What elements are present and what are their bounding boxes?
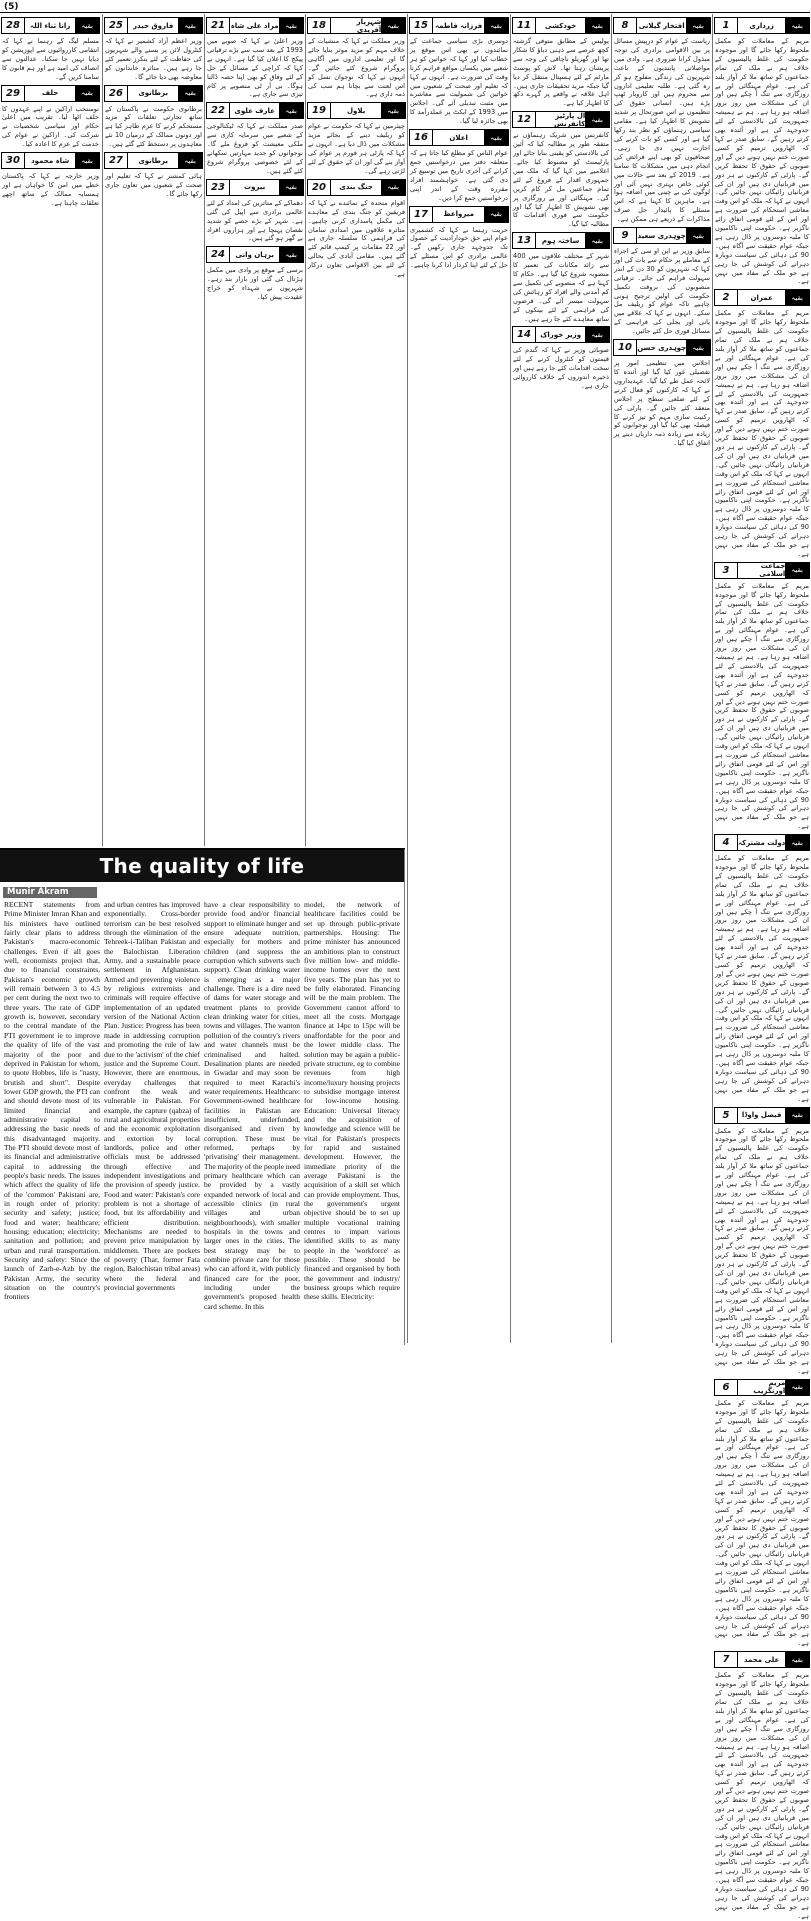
section-header bbox=[512, 326, 610, 343]
section-header bbox=[307, 102, 406, 119]
section-name: بلاول bbox=[346, 106, 366, 115]
baqiya-tag: بقیہ bbox=[381, 103, 405, 118]
section-header bbox=[206, 17, 304, 34]
baqiya-tag: بقیہ bbox=[585, 18, 609, 33]
section-header bbox=[512, 232, 610, 249]
section-number: 9 bbox=[614, 228, 637, 243]
section-text: صوبائی وزیر نے کہا کہ گندم کی قیمتوں کو کنٹرول کرنے کے لئے سخت اقدامات کئے جا رہے ہیں اور ذخیرہ اندوزوں کے خلاف کارروائی جاری ہے۔ bbox=[513, 346, 609, 391]
article-col-1: RECENT statements from Prime Minister Imran Khan and his ministers have outlined fairly clear plans to address Pakistan's macro-economic challenges. Even if all goes well, economists project that, due to financial constraints, Pakistan's economic growth will remain between 3 to 4.5 per cent during the next two to three years. The rate of GDP growth is, however, secondary to the central mandate of the PTI government ie to improve the quality of life of the vast majority of the poor and deprived in Pakistan for whom, to quote Hobbes, life is "nasty, brutish and short". Despite lower GDP growth, the PTI can and should devote most of its limited financial and administrative capital to addressing the basic needs of this disadvantaged majority. The PTI should devote most of its financial and administrative capital to addressing the people's basic needs. The issues which affect the quality of life of the 'common' Pakistani are, in rough order of priority: security and safety; justice; food and water; healthcare; housing; education; electricity; sanitation and pollution; and urban and rural transportation. Security and safety: Since the launch of Zarb-e-Azb by the Pakistan Army, the security situation on the country's frontiers bbox=[4, 900, 100, 1302]
column-6 bbox=[204, 14, 305, 846]
section-number: 7 bbox=[715, 1652, 738, 1667]
column-8 bbox=[0, 14, 101, 846]
baqiya-tag: بقیہ bbox=[178, 86, 202, 101]
section-text: وزیر خارجہ نے کہا کہ پاکستان خطے میں امن کا خواہاں ہے اور ہمسایہ ممالک کے ساتھ اچھے تعلقات چاہتا ہے۔ bbox=[2, 172, 99, 207]
section-text: دوسری بڑی سیاسی جماعت کے نمائندوں نے بھی اس موقع پر خطاب کیا اور کہا کہ خواتین کو ہر شعبے میں یکساں مواقع فراہم کرنا وقت کی ضرورت ہے۔ انہوں نے کہا کہ تعلیم اور صحت کے شعبوں میں خواتین کی شمولیت سے معاشرے میں مثبت تبدیلی آئے گی۔ اجلاس میں 1993 کے ایکٹ پر عملدرآمد کا بھی جائزہ لیا گیا۔ bbox=[410, 37, 508, 126]
section-text: مسلم لیگ کے رہنما نے کہا کہ انتقامی کارروائیوں سے اپوزیشن کو دبایا نہیں جا سکتا۔ عدالتوں سے انصاف کی امید ہے اور ہم قانون کا سامنا کریں گے۔ bbox=[2, 37, 99, 81]
section-text: نومنتخب اراکین نے اپنے عہدوں کا حلف اٹھا لیا۔ تقریب میں اعلیٰ حکام اور سیاسی شخصیات نے شرکت کی۔ اراکین نے عوام کی خدمت کے عزم کا اعادہ کیا۔ bbox=[2, 104, 99, 149]
section-name: میرواعظ bbox=[443, 210, 474, 218]
article-title: The quality of life bbox=[0, 850, 404, 882]
section-name: بیروت bbox=[244, 183, 266, 192]
side-section-header bbox=[714, 834, 810, 851]
section-name: علی محمد bbox=[744, 1655, 780, 1664]
section-name: فرزانہ فاطمہ bbox=[435, 21, 483, 30]
section-text: مریم کے معاملات کو مکمل ملحوظ رکھا جائے گا اور موجودہ حکومت کی غلط پالیسیوں کے خلاف ہم نے ملک کی تمام جماعتوں کو ساتھ ملا کر آواز بلند کی ہے۔ عوام مہنگائی اور بے روزگاری سے تنگ آ چکے ہیں اور ان کی مشکلات میں روز بروز اضافہ ہو رہا ہے۔ ہم نے ہمیشہ جمہوریت کی بالادستی کے لئے جدوجہد کی ہے اور آئندہ بھی کرتے رہیں گے۔ سابق صدر نے کہا کہ اٹھارویں ترمیم کو کسی صورت ختم نہیں ہونے دیں گے اور صوبوں کے حقوق کا تحفظ کریں گے۔ پارٹی کے کارکنوں نے ہر دور میں قربانیاں دی ہیں اور ان کی قربانیاں رائیگاں نہیں جائیں گی۔ انہوں نے کہا کہ ملک کو اس وقت معاشی استحکام کی ضرورت ہے اور اس کے لئے قومی اتفاق رائے ناگزیر ہے۔ حکومت اپنی ناکامیوں کا ملبہ دوسروں پر ڈال رہی ہے جبکہ عوام حقیقت سے آگاہ ہیں۔ 90 کی دہائی کی سیاست دوبارہ دہرانے کی کوشش کی جا رہی ہے جو ملک کے مفاد میں نہیں ہے۔ bbox=[715, 854, 809, 1103]
section-name: شاہ محمود bbox=[31, 156, 70, 165]
baqiya-tag: بقیہ bbox=[381, 18, 405, 33]
baqiya-tag: بقیہ bbox=[279, 18, 303, 33]
section-name: آل پارٹیز کانفرنس bbox=[554, 111, 586, 128]
section-name: مریم اورنگزیب bbox=[753, 1379, 786, 1396]
baqiya-tag: بقیہ bbox=[785, 1652, 809, 1667]
baqiya-tag: بقیہ bbox=[686, 228, 710, 243]
baqiya-tag: بقیہ bbox=[75, 86, 99, 101]
section-name: زرداری bbox=[749, 21, 774, 30]
section-name: چوہدری سعید bbox=[637, 231, 686, 240]
section-number: 22 bbox=[207, 103, 230, 118]
section-number: 20 bbox=[308, 180, 331, 195]
section-header bbox=[714, 17, 810, 34]
section-name: مراد علی شاہ bbox=[230, 21, 279, 30]
article-col-2: and urban centres has improved exponentially. Cross-border terrorism can be best resolved through the elimination of the Tehreek-i-Taliban Pakistan and the Balochistan Liberation Army, and a sustainable peace settlement in Afghanistan. Armed and preventing violence by religious extremists and criminals will require effective implementation of an updated version of the National Action Plan. Justice: Progress has been made in addressing corruption and promoting the rule of law due to the 'activism' of the chief justice and the Supreme Court. However, there are enormous, everyday challenges that confront the weak and vulnerable in Pakistan. For example, the capture (qabza) of rural and agricultural properties and the economic exploitation and extortion by local landlords, police and other officials must be addressed through effective and independent investigations and the provision of speedy justice. Food and water: Pakistan's core problem is not a shortage of food, but its affordability and efficient distribution. Mechanisms are needed to prevent price manipulation by middlemen. There are pockets of poverty (Thar, former Fata region, Balochistan tribal areas) where the federal and provincial governments bbox=[104, 900, 200, 1293]
section-number: 1 bbox=[715, 18, 738, 33]
baqiya-tag: بقیہ bbox=[381, 180, 405, 195]
section-number: 29 bbox=[2, 86, 25, 101]
page-number: (5) bbox=[4, 2, 19, 12]
section-number: 11 bbox=[513, 18, 536, 33]
section-number: 5 bbox=[715, 1108, 738, 1123]
baqiya-tag: بقیہ bbox=[484, 130, 508, 145]
section-text: عوام الناس کو مطلع کیا جاتا ہے کہ متعلقہ دفتر میں درخواستیں جمع کرانے کی آخری تاریخ میں توسیع کر دی گئی ہے۔ خواہشمند افراد مقررہ وقت کے اندر اپنی درخواستیں جمع کرا دیں۔ bbox=[410, 149, 508, 202]
section-text: مریم کے معاملات کو مکمل ملحوظ رکھا جائے گا اور موجودہ حکومت کی غلط پالیسیوں کے خلاف ہم نے ملک کی تمام جماعتوں کو ساتھ ملا کر آواز بلند کی ہے۔ عوام مہنگائی اور بے روزگاری سے تنگ آ چکے ہیں اور ان کی مشکلات میں روز بروز اضافہ ہو رہا ہے۔ ہم نے ہمیشہ جمہوریت کی بالادستی کے لئے جدوجہد کی ہے اور آئندہ بھی کرتے رہیں گے۔ سابق صدر نے کہا کہ اٹھارویں ترمیم کو کسی صورت ختم نہیں ہونے دیں گے اور صوبوں کے حقوق کا تحفظ کریں گے۔ پارٹی کے کارکنوں نے ہر دور میں قربانیاں دی ہیں اور ان کی قربانیاں رائیگاں نہیں جائیں گی۔ انہوں نے کہا کہ ملک کو اس وقت معاشی استحکام کی ضرورت ہے اور اس کے لئے قومی اتفاق رائے ناگزیر ہے۔ حکومت اپنی ناکامیوں کا ملبہ دوسروں پر ڈال رہی ہے جبکہ عوام حقیقت سے آگاہ ہیں۔ 90 کی دہائی کی سیاست دوبارہ دہرانے کی کوشش کی جا رہی ہے جو ملک کے مفاد میں نہیں ہے۔ bbox=[715, 1398, 809, 1648]
section-header bbox=[104, 85, 203, 102]
section-number: 21 bbox=[207, 18, 230, 33]
section-text: وزیر اعلیٰ نے کہا کہ صوبے میں 1993 کے بعد سب سے بڑے ترقیاتی پیکج کا اعلان کیا گیا ہے۔ انہوں نے کہا کہ کراچی کے مسائل کے حل کے لئے وفاق کو بھی اپنا حصہ ڈالنا ہوگا۔ بی آر ٹی منصوبے پر کام تیزی سے جاری ہے۔ bbox=[207, 37, 303, 99]
baqiya-tag: بقیہ bbox=[178, 18, 202, 33]
baqiya-tag: بقیہ bbox=[279, 180, 303, 195]
section-number: 6 bbox=[715, 1380, 738, 1395]
section-header bbox=[512, 111, 610, 128]
section-text: اجلاس میں تنظیمی امور پر تفصیلی غور کیا گیا اور آئندہ کا لائحہ عمل طے کیا گیا۔ عہدیداروں نے کہا کہ کارکنوں کو فعال کرنے کے لئے ضلعی سطح پر اجلاس منعقد کئے جائیں گے۔ پارٹی کی رکنیت سازی مہم کو تیز کرنے کا فیصلہ بھی کیا گیا اور نوجوانوں کو زیادہ سے زیادہ ذمہ داریاں دینے پر اتفاق کیا گیا۔ bbox=[614, 359, 710, 448]
section-name: عمران bbox=[750, 293, 773, 302]
section-number: 12 bbox=[513, 112, 536, 127]
baqiya-tag: بقیہ bbox=[585, 112, 609, 127]
section-name: شہریار آفریدی bbox=[356, 17, 382, 34]
section-number: 25 bbox=[105, 18, 128, 33]
column-1 bbox=[712, 14, 811, 1920]
section-text: برسی کے موقع پر وادی میں مکمل ہڑتال کی گئی اور بازار بند رہے۔ شہریوں نے شہداء کو خراج عقیدت پیش کیا۔ bbox=[207, 266, 303, 302]
section-text: شہر کے مختلف علاقوں میں 400 سے زائد مکانات کی تعمیر کا منصوبہ شروع کیا گیا ہے۔ حکام کا کہنا ہے کہ منصوبے کی تکمیل سے کم آمدنی والے افراد کو رہائش کی سہولت میسر آئے گی۔ قرضوں کی فراہمی کے لئے بینکوں کے ساتھ معاہدے کئے جا رہے ہیں۔ bbox=[513, 252, 609, 323]
baqiya-tag: بقیہ bbox=[585, 233, 609, 248]
column-4 bbox=[407, 14, 510, 1343]
section-name: عارف علوی bbox=[234, 106, 275, 115]
section-header bbox=[613, 17, 711, 34]
section-header bbox=[613, 227, 711, 244]
section-text: پولیس کے مطابق متوفی گزشتہ کچھ عرصے سے ذہنی دباؤ کا شکار تھا اور گھریلو ناچاقی کی وجہ سے پریشان رہتا تھا۔ لاش کو پوسٹ مارٹم کے لئے ہسپتال منتقل کر دیا گیا جبکہ مزید تحقیقات جاری ہیں۔ اہل علاقہ نے واقعے پر گہرے دکھ کا اظہار کیا ہے۔ bbox=[513, 37, 609, 108]
section-number: 8 bbox=[614, 18, 637, 33]
section-number: 24 bbox=[207, 247, 230, 262]
section-text: وزیر مملکت نے کہا کہ منشیات کے خلاف مہم کو مزید موثر بنایا جائے گا اور تعلیمی اداروں میں آگاہی پروگرام شروع کئے جائیں گے۔ انہوں نے کہا کہ نوجوان نسل کو اس لعنت سے بچانا ہم سب کی ذمہ داری ہے۔ bbox=[308, 37, 405, 99]
section-number: 17 bbox=[410, 207, 433, 222]
section-name: فیصل واوڈا bbox=[741, 1111, 782, 1119]
section-number: 18 bbox=[308, 18, 331, 33]
section-number: 30 bbox=[2, 153, 25, 168]
section-name: حلف bbox=[42, 89, 59, 98]
section-name: برطانوی bbox=[138, 156, 168, 165]
section-number: 4 bbox=[715, 835, 738, 850]
section-text: حریت رہنما نے کہا کہ کشمیری عوام اپنے حق خودارادیت کے حصول تک جدوجہد جاری رکھیں گے۔ عالمی برادری کو اس مسئلے کے حل کے لئے اپنا کردار ادا کرنا چاہیے۔ bbox=[410, 225, 508, 270]
section-header bbox=[1, 17, 100, 34]
section-name: دولت مشترکہ bbox=[738, 838, 786, 847]
section-header bbox=[409, 17, 509, 34]
section-header bbox=[1, 85, 100, 102]
section-number: 19 bbox=[308, 103, 331, 118]
baqiya-tag: بقیہ bbox=[686, 340, 710, 355]
section-number: 15 bbox=[410, 18, 433, 33]
english-column-article bbox=[0, 848, 405, 1345]
section-header bbox=[613, 339, 711, 356]
baqiya-tag: بقیہ bbox=[279, 247, 303, 262]
section-number: 23 bbox=[207, 180, 230, 195]
section-text: دھماکے کے متاثرین کی امداد کے لئے عالمی برادری سے اپیل کی گئی ہے۔ شہر کے بڑے حصے کو شدید نقصان پہنچا ہے اور ہزاروں افراد بے گھر ہو گئے ہیں۔ bbox=[207, 198, 303, 243]
section-number: 13 bbox=[513, 233, 536, 248]
section-name: اعلان bbox=[449, 133, 468, 142]
section-text: مریم کے معاملات کو مکمل ملحوظ رکھا جائے گا اور موجودہ حکومت کی غلط پالیسیوں کے خلاف ہم نے ملک کی تمام جماعتوں کو ساتھ ملا کر آواز بلند کی ہے۔ عوام مہنگائی اور بے روزگاری سے تنگ آ چکے ہیں اور ان کی مشکلات میں روز بروز اضافہ ہو رہا ہے۔ ہم نے ہمیشہ جمہوریت کی بالادستی کے لئے جدوجہد کی ہے اور آئندہ بھی کرتے رہیں گے۔ سابق صدر نے کہا کہ اٹھارویں ترمیم کو کسی صورت ختم نہیں ہونے دیں گے اور صوبوں کے حقوق کا تحفظ کریں گے۔ پارٹی کے کارکنوں نے ہر دور میں قربانیاں دی ہیں اور ان کی قربانیاں رائیگاں نہیں جائیں گی۔ انہوں نے کہا کہ ملک کو اس وقت معاشی استحکام کی ضرورت ہے اور اس کے لئے قومی اتفاق رائے ناگزیر ہے۔ حکومت اپنی ناکامیوں کا ملبہ دوسروں پر ڈال رہی ہے جبکہ عوام حقیقت سے آگاہ ہیں۔ 90 کی دہائی کی سیاست دوبارہ دہرانے کی کوشش کی جا رہی ہے جو ملک کے مفاد میں نہیں ہے۔ bbox=[715, 581, 809, 831]
section-name: چوہدری حسن bbox=[637, 343, 687, 352]
section-text: صدر مملکت نے کہا کہ ٹیکنالوجی کے شعبے میں سرمایہ کاری سے ملکی معیشت کو فروغ ملے گا۔ نوجوانوں کو جدید مہارتیں سکھانے کے لئے خصوصی پروگرام شروع کئے گئے ہیں۔ bbox=[207, 122, 303, 175]
section-header bbox=[206, 179, 304, 196]
section-header bbox=[512, 17, 610, 34]
section-text: برطانوی حکومت نے پاکستان کے ساتھ تجارتی تعلقات کو مزید مستحکم کرنے کا عزم ظاہر کیا ہے اور دونوں ممالک کے درمیان 10 نئے معاہدوں پر دستخط کئے گئے ہیں۔ bbox=[105, 104, 202, 149]
section-text: ریاست کے عوام کو درپیش مسائل پر بین الاقوامی برادری کی توجہ مبذول کرانا ضروری ہے۔ وادی میں مواصلاتی پابندیوں کے باعث شہریوں کی زندگی مفلوج ہو کر رہ گئی ہے۔ طلبہ تعلیمی اداروں سے محروم ہیں اور کاروبار ٹھپ پڑے ہیں۔ انسانی حقوق کی تنظیموں نے اس صورتحال پر شدید تشویش کا اظہار کیا ہے۔ مقامی سیاسی رہنماؤں کو نظر بند رکھا گیا ہے اور کسی کو بات کرنے کی اجازت نہیں دی جا رہی۔ صحافیوں کو بھی اپنے فرائض کی انجام دہی میں مشکلات کا سامنا ہے۔ 2019 کے بعد سے حالات میں کوئی خاص بہتری نہیں آئی اور لوگوں کی بے چینی میں اضافہ ہوا ہے۔ ماہرین کا کہنا ہے کہ اس مسئلے کا پائیدار حل صرف مذاکرات کے ذریعے ہی ممکن ہے۔ bbox=[614, 37, 711, 224]
column-2 bbox=[611, 14, 712, 1343]
section-number: 26 bbox=[105, 86, 128, 101]
section-text: چیئرمین نے کہا کہ حکومت نے عوام کو ریلیف دینے کے بجائے مزید مشکلات میں ڈال دیا ہے۔ انہوں نے کہا کہ پارٹی ہر فورم پر عوام کی آواز بنے گی اور ان کے حقوق کے لئے لڑتی رہے گی۔ bbox=[308, 122, 405, 175]
section-header bbox=[409, 129, 509, 146]
side-section-header bbox=[714, 562, 810, 579]
side-section-header bbox=[714, 1379, 810, 1396]
section-header bbox=[307, 17, 406, 34]
section-name: جماعت اسلامی bbox=[759, 562, 786, 579]
baqiya-tag: بقیہ bbox=[75, 153, 99, 168]
section-number: 14 bbox=[513, 327, 536, 342]
section-text: مریم کے معاملات کو مکمل ملحوظ رکھا جائے گا اور موجودہ حکومت کی غلط پالیسیوں کے خلاف ہم نے ملک کی تمام جماعتوں کو ساتھ ملا کر آواز بلند کی ہے۔ عوام مہنگائی اور بے روزگاری سے تنگ آ چکے ہیں اور ان کی مشکلات میں روز بروز اضافہ ہو رہا ہے۔ ہم نے ہمیشہ جمہوریت کی بالادستی کے لئے جدوجہد کی ہے اور آئندہ بھی کرتے رہیں گے۔ سابق صدر نے کہا کہ اٹھارویں ترمیم کو کسی صورت ختم نہیں ہونے دیں گے اور صوبوں کے حقوق کا تحفظ کریں گے۔ پارٹی کے کارکنوں نے ہر دور میں قربانیاں دی ہیں اور ان کی قربانیاں رائیگاں نہیں جائیں گی۔ انہوں نے کہا کہ ملک کو اس وقت معاشی استحکام کی ضرورت ہے اور اس کے لئے قومی اتفاق رائے ناگزیر ہے۔ حکومت اپنی ناکامیوں کا ملبہ دوسروں پر ڈال رہی ہے جبکہ عوام حقیقت سے آگاہ ہیں۔ 90 کی دہائی کی سیاست دوبارہ دہرانے کی کوشش کی جا رہی ہے جو ملک کے مفاد میں نہیں ہے۔ bbox=[715, 1126, 809, 1375]
section-header bbox=[307, 179, 406, 196]
section-text: مریم کے معاملات کو مکمل ملحوظ رکھا جائے گا اور موجودہ حکومت کی غلط پالیسیوں کے خلاف ہم نے ملک کی تمام جماعتوں کو ساتھ ملا کر آواز بلند کی ہے۔ عوام مہنگائی اور بے روزگاری سے تنگ آ چکے ہیں اور ان کی مشکلات میں روز بروز اضافہ ہو رہا ہے۔ ہم نے ہمیشہ جمہوریت کی بالادستی کے لئے جدوجہد کی ہے اور آئندہ بھی کرتے رہیں گے۔ سابق صدر نے کہا کہ اٹھارویں ترمیم کو کسی صورت ختم نہیں ہونے دیں گے اور صوبوں کے حقوق کا تحفظ کریں گے۔ پارٹی کے کارکنوں نے ہر دور میں قربانیاں دی ہیں اور ان کی قربانیاں رائیگاں نہیں جائیں گی۔ انہوں نے کہا کہ ملک کو اس وقت معاشی استحکام کی ضرورت ہے اور اس کے لئے قومی اتفاق رائے ناگزیر ہے۔ حکومت اپنی ناکامیوں کا ملبہ دوسروں پر ڈال رہی ہے جبکہ عوام حقیقت سے آگاہ ہیں۔ 90 کی دہائی کی سیاست دوبارہ دہرانے کی کوشش کی جا رہی ہے جو ملک کے مفاد میں نہیں ہے۔ bbox=[715, 1671, 809, 1920]
baqiya-tag: بقیہ bbox=[785, 835, 809, 850]
section-number: 27 bbox=[105, 153, 128, 168]
section-text: وزیر اعظم آزاد کشمیر نے کہا کہ کنٹرول لائن پر بسنے والے شہریوں کی حفاظت کے لئے بنکرز تعمیر کئے جا رہے ہیں۔ متاثرہ خاندانوں کو معاوضہ بھی دیا جائے گا۔ bbox=[105, 37, 202, 81]
baqiya-tag: بقیہ bbox=[279, 103, 303, 118]
side-section-header bbox=[714, 1651, 810, 1668]
section-number: 28 bbox=[2, 18, 25, 33]
section-name: برہان وانی bbox=[235, 250, 274, 259]
section-name: فاروق حیدر bbox=[133, 21, 174, 30]
section-number: 10 bbox=[614, 340, 637, 355]
section-text: ہائی کمشنر نے کہا کہ تعلیم اور صحت کے شعبوں میں تعاون جاری رکھا جائے گا۔ bbox=[105, 172, 202, 198]
section-header bbox=[206, 102, 304, 119]
section-text: اقوام متحدہ کے نمائندے نے کہا کہ فریقین کو جنگ بندی کے معاہدے کی مکمل پاسداری کرنی چاہیے۔ متاثرہ علاقوں میں امدادی سامان کی فراہمی کا سلسلہ جاری ہے اور 22 مقامات پر کیمپ قائم کئے گئے ہیں۔ مقامی آبادی کی بحالی کے لئے بین الاقوامی تعاون درکار ہے۔ bbox=[308, 198, 406, 279]
section-text: کانفرنس میں شریک رہنماؤں نے متفقہ طور پر مطالبہ کیا کہ آئین کی بالادستی کو یقینی بنایا جائے اور پارلیمنٹ کو مضبوط کیا جائے۔ اعلامیے میں کہا گیا کہ ملک میں جمہوری اقدار کے فروغ کے لئے تمام جماعتیں مل کر کام کریں گی۔ مہنگائی اور بے روزگاری پر بھی تشویش کا اظہار کیا گیا اور حکومت سے فوری اقدامات کا مطالبہ کیا گیا۔ bbox=[513, 131, 609, 229]
section-name: برطانوی bbox=[138, 89, 168, 98]
section-name: رانا ثناء اللہ bbox=[30, 21, 71, 30]
section-text: مریم کے معاملات کو مکمل ملحوظ رکھا جائے گا اور موجودہ حکومت کی غلط پالیسیوں کے خلاف ہم نے ملک کی تمام جماعتوں کو ساتھ ملا کر آواز بلند کی ہے۔ عوام مہنگائی اور بے روزگاری سے تنگ آ چکے ہیں اور ان کی مشکلات میں روز بروز اضافہ ہو رہا ہے۔ ہم نے ہمیشہ جمہوریت کی بالادستی کے لئے جدوجہد کی ہے اور آئندہ بھی کرتے رہیں گے۔ سابق صدر نے کہا کہ اٹھارویں ترمیم کو کسی صورت ختم نہیں ہونے دیں گے اور صوبوں کے حقوق کا تحفظ کریں گے۔ پارٹی کے کارکنوں نے ہر دور میں قربانیاں دی ہیں اور ان کی قربانیاں رائیگاں نہیں جائیں گی۔ انہوں نے کہا کہ ملک کو اس وقت معاشی استحکام کی ضرورت ہے اور اس کے لئے قومی اتفاق رائے ناگزیر ہے۔ حکومت اپنی ناکامیوں کا ملبہ دوسروں پر ڈال رہی ہے جبکہ عوام حقیقت سے آگاہ ہیں۔ 90 کی دہائی کی سیاست دوبارہ دہرانے کی کوشش کی جا رہی ہے جو ملک کے مفاد میں نہیں ہے۔ bbox=[715, 309, 809, 558]
article-col-4: model, the network of healthcare facilities could be set up through public-private partnerships. Housing: The prime minister has announced an ambitious plan to construct five million low- and middle-income homes over the next five years. The plan has yet to be fully elaborated. Financing will be the main problem. The Government cannot afford to meet all the costs. Mortgage finance at 14pc to 15pc will be unaffordable for the poor and the lower middle class. The solution may be again a public-private structure, eg to combine revenues from high income/luxury housing projects to subsidise mortgage interest for low-income housing. Education: Universal literacy and the acquisition of knowledge and science will be vital for Pakistan's prospects for rapid and sustained development. However, the immediate priority of the average Pakistani is the acquisition of a skill set which can provide employment. Thus, the government's urgent objective should be to set up multiple vocational training centres to impart various identified skills to as many people in the 'workforce' as possible. These should be financed and organised by both the government and industry/ business groups which require these skills. Electricity: bbox=[304, 900, 400, 1302]
article-author: Munir Akram bbox=[3, 887, 97, 898]
column-5 bbox=[305, 14, 407, 846]
baqiya-tag: بقیہ bbox=[785, 1380, 809, 1395]
baqiya-tag: بقیہ bbox=[785, 1108, 809, 1123]
column-3 bbox=[510, 14, 611, 1343]
section-number: 2 bbox=[715, 290, 738, 305]
section-name: خودکشی bbox=[545, 21, 577, 30]
section-header bbox=[104, 152, 203, 169]
baqiya-tag: بقیہ bbox=[785, 18, 809, 33]
baqiya-tag: بقیہ bbox=[484, 207, 508, 222]
section-header bbox=[409, 206, 509, 223]
section-name: جنگ بندی bbox=[339, 183, 373, 192]
baqiya-tag: بقیہ bbox=[178, 153, 202, 168]
baqiya-tag: بقیہ bbox=[785, 290, 809, 305]
baqiya-tag: بقیہ bbox=[585, 327, 609, 342]
baqiya-tag: بقیہ bbox=[785, 563, 809, 578]
section-header bbox=[1, 152, 100, 169]
section-header bbox=[104, 17, 203, 34]
section-number: 3 bbox=[715, 563, 738, 578]
section-name: ساختہ ہوم bbox=[541, 236, 580, 245]
section-name: وزیر خوراک bbox=[540, 330, 582, 339]
baqiya-tag: بقیہ bbox=[75, 18, 99, 33]
section-text: سابق وزیر نے این او سی کے اجراء کے معاملے پر حکام سے بات کی اور کہا کہ شہریوں کو 30 دن کے اندر سہولت فراہم کی جائے۔ ترقیاتی منصوبوں کی بروقت تکمیل حکومت کی اولین ترجیح ہونی چاہیے تاکہ عوام کو ریلیف مل سکے۔ انہوں نے کہا کہ علاقے میں پانی اور بجلی کی فراہمی کے مسائل فوری حل کئے جائیں۔ bbox=[614, 247, 710, 336]
side-section-header bbox=[714, 289, 810, 306]
article-col-3: have a clear responsibility to provide food and/or financial support to eliminate hunger and ensure adequate nutrition, especially for mothers and children (and suppress the corruption which subverts such support). Clean drinking water is emerging as a major challenge. There is a dire need of dams for water storage and treatment plants to provide clean drinking water for cities, towns and villages. The wanton pollution of the country's rivers and water channels must be criminalised and halted. Desalination plants are needed in Gwadar and may soon be required to meet Karachi's water requirements. Healthcare: Government-owned healthcare facilities in Pakistan are insufficient, underfunded, disorganised and riven by corruption. These must be reformed, perhaps by 'privatising' their management. The majority of the people need primary healthcare which can be provided by a vastly expanded network of local and accessible clinics (in rural villages and urban neighbourhoods), with smaller hospitals in the towns and larger ones in the cities. The best strategy may be to combine private care for those who can afford it, with publicly financed care for the poor, including under the government's proposed health card scheme. In this bbox=[204, 900, 301, 1311]
section-number: 16 bbox=[410, 130, 433, 145]
top-rule bbox=[0, 12, 810, 13]
section-header bbox=[206, 246, 304, 263]
section-text: مریم کے معاملات کو مکمل ملحوظ رکھا جائے گا اور موجودہ حکومت کی غلط پالیسیوں کے خلاف ہم نے ملک کی تمام جماعتوں کو ساتھ ملا کر آواز بلند کی ہے۔ عوام مہنگائی اور بے روزگاری سے تنگ آ چکے ہیں اور ان کی مشکلات میں روز بروز اضافہ ہو رہا ہے۔ ہم نے ہمیشہ جمہوریت کی بالادستی کے لئے جدوجہد کی ہے اور آئندہ بھی کرتے رہیں گے۔ سابق صدر نے کہا کہ اٹھارویں ترمیم کو کسی صورت ختم نہیں ہونے دیں گے اور صوبوں کے حقوق کا تحفظ کریں گے۔ پارٹی کے کارکنوں نے ہر دور میں قربانیاں دی ہیں اور ان کی قربانیاں رائیگاں نہیں جائیں گی۔ انہوں نے کہا کہ ملک کو اس وقت معاشی استحکام کی ضرورت ہے اور اس کے لئے قومی اتفاق رائے ناگزیر ہے۔ حکومت اپنی ناکامیوں کا ملبہ دوسروں پر ڈال رہی ہے جبکہ عوام حقیقت سے آگاہ ہیں۔ 90 کی دہائی کی سیاست دوبارہ دہرانے کی کوشش کی جا رہی ہے جو ملک کے مفاد میں نہیں ہے۔ bbox=[715, 37, 809, 286]
baqiya-tag: بقیہ bbox=[484, 18, 508, 33]
side-section-header bbox=[714, 1107, 810, 1124]
baqiya-tag: بقیہ bbox=[686, 18, 710, 33]
section-name: افتخار گیلانی bbox=[638, 21, 685, 30]
column-7 bbox=[102, 14, 204, 846]
